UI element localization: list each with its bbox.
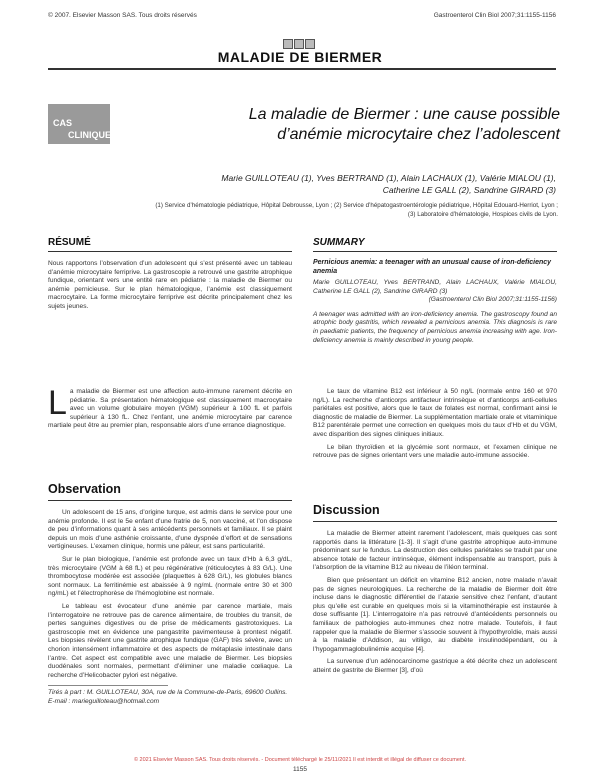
discussion-section	[313, 503, 557, 676]
category-box	[48, 104, 110, 144]
intro-paragraph	[48, 384, 292, 431]
summary-rule	[313, 251, 557, 252]
summary-authors: Marie GUILLOTEAU, Yves BERTRAND, Alain LACHAUX, Valérie MIALOU, Catherine LE GALL (2), Sandrine GIRARD (3)	[313, 279, 557, 295]
right-column-text	[313, 388, 557, 461]
download-notice: © 2021 Elsevier Masson SAS. Tous droits réservés. - Document téléchargé le 25/11/2021 Il est interdit et illégal de diffuser ce document.	[133, 757, 467, 763]
correspondence-address: Tirés à part : M. GUILLOTEAU, 30A, rue de la Commune-de-Paris, 69600 Oullins.	[48, 689, 288, 697]
affiliations	[48, 201, 558, 219]
summary-section	[313, 237, 557, 345]
observation-p3: Le tableau est évocateur d’une anémie par carence martiale, mais l’interrogatoire ne retrouve pas de carence alimentaire, de troubles du transit, de pertes sanguines digestives ou de prise de médicaments gastrotoxiques. La gastroscopie met en évidence une pangastrite pavimenteuse à prontest négatif. Les biopsies révèlent une gastrite atrophique fundique (GAF) très sévère, avec un chorion intensément inflammatoire et des aspects de métaplasie intestinale dans l’antre. Cet aspect est compatible avec une maladie de Biermer. Les biopsies duodénales sont normales, permettant d’éliminer une maladie cœliaque. La recherche d’Helicobacter pylori est négative.	[48, 602, 292, 679]
summary-subtitle: Pernicious anemia: a teenager with an unusual cause of iron-deficiency anemia	[313, 259, 552, 275]
authors-line2: Catherine LE GALL (2), Sandrine GIRARD (3)	[382, 185, 556, 195]
intro-text: a maladie de Biermer est une affection auto-immune rarement décrite en pédiatrie. Sa présentation hématologique est classiquement macrocytaire avec un volume globulaire moyen (VGM) supérieur à 100 fL et parfois supérieur à 130 fL. Chez l’enfant, une anémie microcytaire par carence martiale peut être au premier plan, responsable alors d’une errance diagnostique.	[48, 388, 292, 430]
observation-heading: Observation	[48, 482, 121, 496]
discussion-heading: Discussion	[313, 503, 380, 517]
resume-text: Nous rapportons l’observation d’un adolescent qui s’est présenté avec un tableau d’anémie microcytaire ferriprive. La gastroscopie a retrouvé une gastrite atrophique fundique, orientant vers une entité rare en pédiatrie : la maladie de Biermer ou anémie pernicieuse. Sur le plan hématologique, l’anémie est classiquement macrocytaire. La forme microcytaire ferriprive est décrite principalement chez les sujets jeunes.	[48, 260, 292, 310]
summary-reference: (Gastroenterol Clin Biol 2007;31:1155-1156)	[428, 296, 557, 304]
authors-line1: Marie GUILLOTEAU (1), Yves BERTRAND (1), Alain LACHAUX (1), Valérie MIALOU (1),	[221, 173, 556, 183]
category-line2: CLINIQUE	[68, 130, 112, 140]
resume-rule	[48, 251, 292, 252]
copyright-line: © 2007. Elsevier Masson SAS. Tous droits réservés	[48, 12, 197, 19]
resume-heading: RÉSUMÉ	[48, 237, 91, 248]
category-line1: CAS	[53, 118, 73, 128]
summary-heading: SUMMARY	[313, 237, 365, 248]
journal-reference: Gastroenterol Clin Biol 2007;31:1155-1156	[433, 12, 556, 19]
section-rule	[48, 68, 556, 70]
discussion-rule	[313, 521, 557, 522]
observation-p1: Un adolescent de 15 ans, d’origine turque, est admis dans le service pour une anémie profonde. Il est le 5e enfant d’une fratrie de 5, non vacciné, et l’on dispose de peu d’informations quant à ses antécédents personnels et familiaux. Il se plaint depuis un mois d’une asthénie croissante, d’une dyspnée d’effort et de sensations vertigineuses. L’examen clinique, hormis une pâleur, est sans particularité.	[48, 509, 292, 551]
page-number: 1155	[293, 766, 307, 773]
discussion-p2: Bien que présentant un déficit en vitamine B12 ancien, notre malade n’avait pas de signes neurologiques. La recherche de la maladie de Biermer doit être incluse dans le diagnostic différentiel de l’ataxie sensitive chez l’enfant, d’autant plus qu’elle est curable en quelques mois si la vitaminothérapie est instaurée à dose suffisante [1]. L’interrogatoire n’a pas retrouvé d’antécédents personnels ou familiaux de pathologies auto-immunes chez notre malade. Toutefois, il faut rappeler que la maladie de Biermer s’associe souvent à l’hypothyroïdie, mais aussi à la maladie d’Addison, au vitiligo, au diabète insulinodépendant, ou à l’hypogammaglobulinémie acquise [4].	[313, 576, 557, 653]
title-line2: d’anémie microcytaire chez l’adolescent	[277, 126, 560, 143]
right-p1: Le taux de vitamine B12 est inférieur à 50 ng/L (normale entre 160 et 970 ng/L). La recherche d’anticorps antifacteur intrinsèque et d’anticorps anti-cellules pariétales est positive, alors que le taux de folates est normal, confirmant ainsi le diagnostic de maladie de Biermer. La supplémentation martiale orale et vitaminique B12 parentérale permet une correction en quelques mois du taux d’Hb et du VGM, avec disparition des signes cliniques initiaux.	[313, 388, 557, 438]
discussion-p3: La survenue d’un adénocarcinome gastrique a été décrite chez un adolescent atteint de gastrite de Biermer [3], d’où	[313, 658, 557, 674]
authors	[76, 172, 556, 196]
affiliations-line1: (1) Service d’hématologie pédiatrique, Hôpital Debrousse, Lyon ; (2) Service d’hépatogastroentérologie pédiatrique, Hôpital Edouard-Herriot, Lyon ;	[155, 202, 558, 209]
title-line1: La maladie de Biermer : une cause possible	[248, 106, 560, 123]
observation-p2: Sur le plan biologique, l’anémie est profonde avec un taux d’Hb à 6,3 g/dL, très microcytaire (VGM à 68 fL) et peu régénérative (réticulocytes à 83 G/L). Une thrombocytose modérée est associée (plaquettes à 628 G/L), les globules blancs sont normaux. La ferritinémie est abaissée à 9 ng/mL (normale entre 30 et 300 ng/mL) et l’électrophorèse de l’hémoglobine est normale.	[48, 555, 292, 598]
resume-section	[48, 237, 292, 312]
discussion-p1: La maladie de Biermer atteint rarement l’adolescent, mais quelques cas sont rapportés dans la littérature [1-3]. Il s’agit d’une gastrite atrophique auto-immune prédominant sur le fundus. La destruction des cellules pariétales se traduit par une absence totale de facteur intrinsèque, élément indispensable au transport, puis à l’absorption de la vitamine B12 au niveau de l’iléon terminal.	[313, 530, 557, 572]
section-title: MALADIE DE BIERMER	[217, 49, 383, 65]
summary-text: A teenager was admitted with an iron-deficiency anemia. The gastroscopy found an atrophic body gastritis, which revealed a pernicious anemia. This diagnosis is rare in paediatric patients, the frequency of pernicious anemia increasing with age. Iron-deficiency anemia is mainly described in young people.	[313, 310, 557, 344]
dropcap: L	[48, 384, 67, 422]
affiliations-line2: (3) Laboratoire d’hématologie, Hospices civils de Lyon.	[407, 211, 558, 218]
observation-rule	[48, 500, 292, 501]
correspondence-email: E-mail : marieguilloteau@hotmail.com	[48, 697, 160, 705]
observation-section	[48, 482, 292, 706]
right-p2: Le bilan thyroïdien et la glycémie sont normaux, et l’examen clinique ne retrouve pas de signes orientant vers une maladie auto-immune associée.	[313, 443, 557, 460]
footnote-rule	[48, 685, 168, 686]
article-title	[120, 105, 560, 145]
